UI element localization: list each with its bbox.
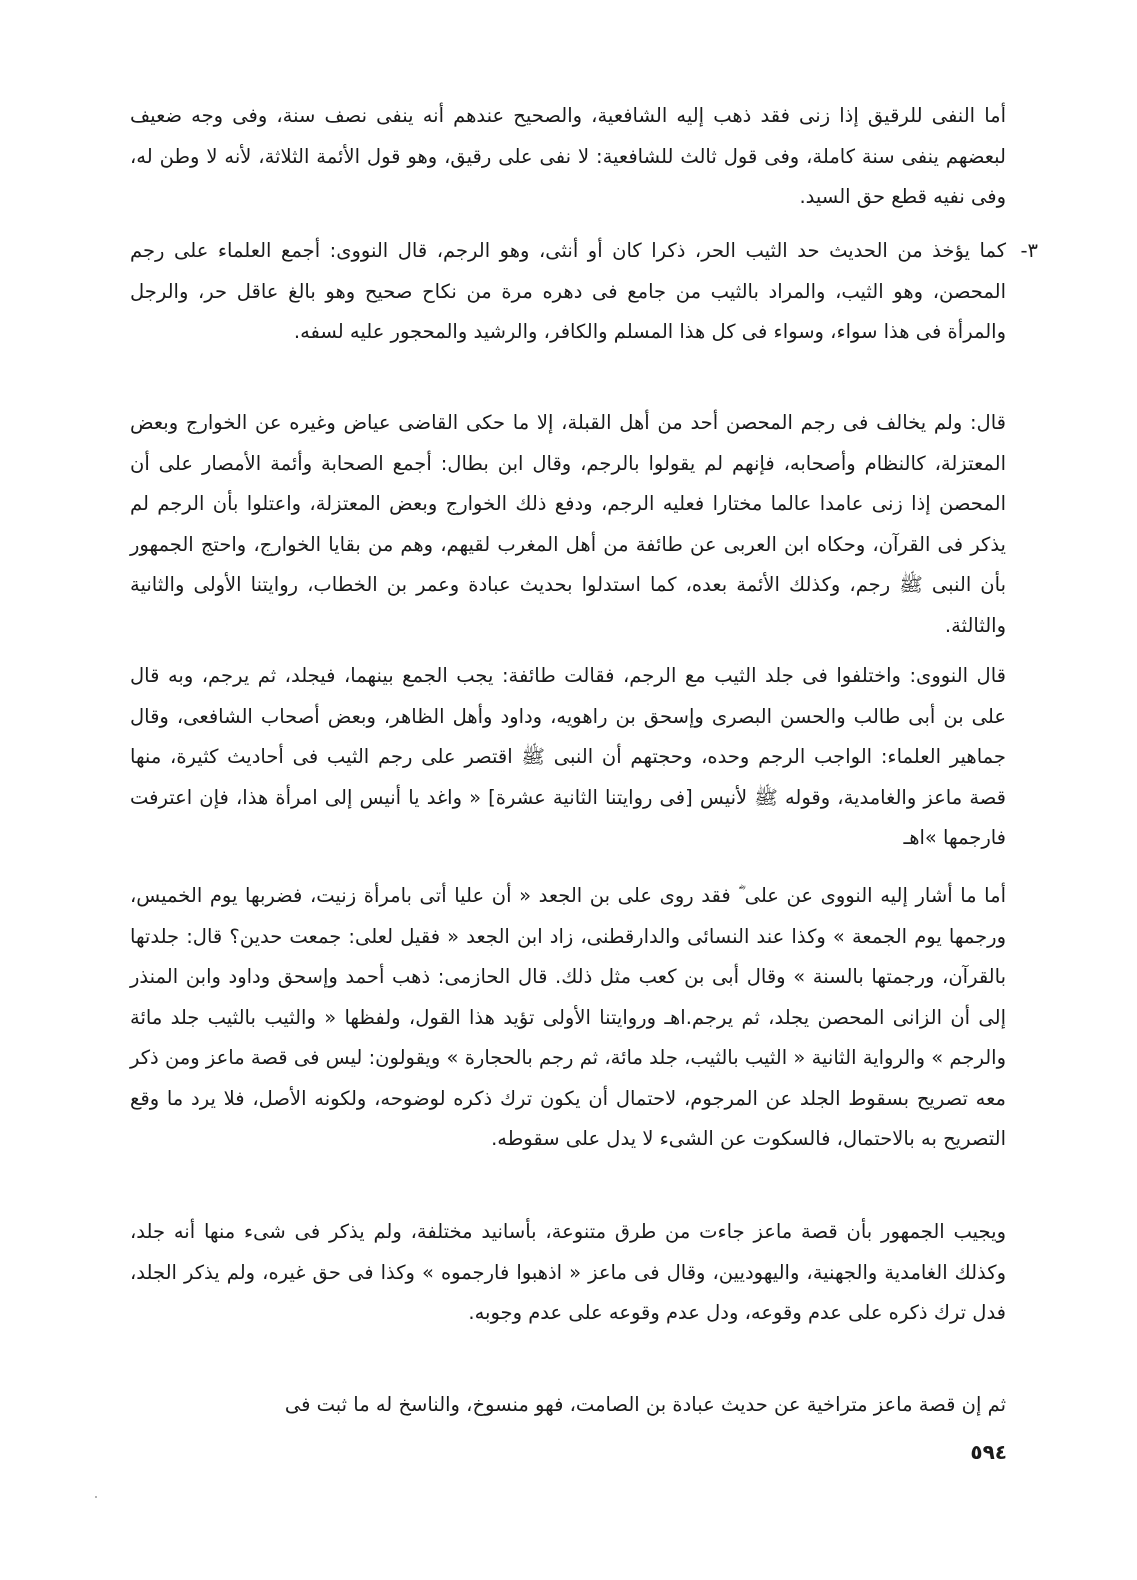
paragraph-exile-of-slave: أما النفى للرقيق إذا زنى فقد ذهب إليه الشافعية، والصحيح عندهم أنه ينفى نصف سنة، وفى وجه ضعيف لبعضهم ينفى سنة كاملة، وفى قول ثالث للشافعية: لا نفى على رقيق، وهو قول الأئمة الثلاثة، لأنه لا وطن له، وفى نفيه قطع حق السيد. xyxy=(130,104,1006,208)
paragraph-stoning-of-muhsan: كما يؤخذ من الحديث حد الثيب الحر، ذكرا كان أو أنثى، وهو الرجم، قال النووى: أجمع العلماء على رجم المحصن، وهو الثيب، والمراد بالثيب من جامع فى دهره مرة من نكاح صحيح وهو بالغ عاقل حر، والرجل والمرأة فى هذا سواء، وسواء فى كل هذا المسلم والكافر، والرشيد والمحجور عليه لسفه. xyxy=(130,239,1006,343)
paragraph-consensus-on-stoning: قال: ولم يخالف فى رجم المحصن أحد من أهل القبلة، إلا ما حكى القاضى عياض وغيره عن الخوارج وبعض المعتزلة، كالنظام وأصحابه، فإنهم لم يقولوا بالرجم، وقال ابن بطال: أجمع الصحابة وأئمة الأمصار على أن المحصن إذا زنى عامدا عالما مختارا فعليه الرجم، ودفع ذلك الخوارج وبعض المعتزلة، واعتلوا بأن الرجم لم يذكر فى القرآن، وحكاه ابن العربى عن طائفة من أهل المغرب لقيهم، وهم من بقايا الخوارج، واحتج الجمهور بأن النبى ﷺ رجم، وكذلك الأئمة بعده، كما استدلوا بحديث عبادة وعمر بن الخطاب، روايتنا الأولى والثانية والثالثة. xyxy=(130,411,1006,637)
item-number: ٣- xyxy=(1020,239,1038,262)
paragraph-report-of-ali: أما ما أشار إليه النووى عن على ؓ فقد روى على بن الجعد « أن عليا أتى بامرأة زنيت، فضربها يوم الخميس، ورجمها يوم الجمعة » وكذا عند النسائى والدارقطنى، زاد ابن الجعد « فقيل لعلى: جمعت حدين؟ قال: جلدتها بالقرآن، ورجمتها بالسنة » وقال أبى بن كعب مثل ذلك. قال الحازمى: ذهب أحمد وإسحق وداود وابن المنذر إلى أن الزانى المحصن يجلد، ثم يرجم.اهـ وروايتنا الأولى تؤيد هذا القول، ولفظها « والثيب بالثيب جلد مائة والرجم » والرواية الثانية « الثيب بالثيب، جلد مائة، ثم رجم بالحجارة » ويقولون: ليس فى قصة ماعز ومن ذكر معه تصريح بسقوط الجلد عن المرجوم، لاحتمال أن يكون ترك ذكره لوضوحه، ولكونه الأصل، فلا يرد ما وقع التصريح به بالاحتمال، فالسكوت عن الشىء لا يدل على سقوطه. xyxy=(130,884,1006,1150)
page-number: ٥٩٤ xyxy=(970,1440,1007,1464)
numbered-item-3 xyxy=(130,231,1038,353)
scan-speck xyxy=(95,1496,97,1498)
paragraph-flogging-with-stoning: قال النووى: واختلفوا فى جلد الثيب مع الرجم، فقالت طائفة: يجب الجمع بينهما، فيجلد، ثم يرجم، وبه قال على بن أبى طالب والحسن البصرى وإسحق بن راهويه، وداود وأهل الظاهر، وبعض أصحاب الشافعى، وقال جماهير العلماء: الواجب الرجم وحده، وحجتهم أن النبى ﷺ اقتصر على رجم الثيب فى أحاديث كثيرة، منها قصة ماعز والغامدية، وقوله ﷺ لأنيس [فى روايتنا الثانية عشرة] « واغد يا أنيس إلى امرأة هذا، فإن اعترفت فارجمها »اهـ xyxy=(130,664,1006,849)
paragraph-majority-response: ويجيب الجمهور بأن قصة ماعز جاءت من طرق متنوعة، بأسانيد مختلفة، ولم يذكر فى شىء منها أنه جلد، وكذلك الغامدية والجهنية، واليهوديين، وقال فى ماعز « اذهبوا فارجموه » وكذا فى حق غيره، ولم يذكر الجلد، فدل ترك ذكره على عدم وقوعه، ودل عدم وقوعه على عدم وجوبه. xyxy=(130,1220,1006,1324)
paragraph-abrogation: ثم إن قصة ماعز متراخية عن حديث عبادة بن الصامت، فهو منسوخ، والناسخ له ما ثبت فى xyxy=(284,1393,1006,1416)
